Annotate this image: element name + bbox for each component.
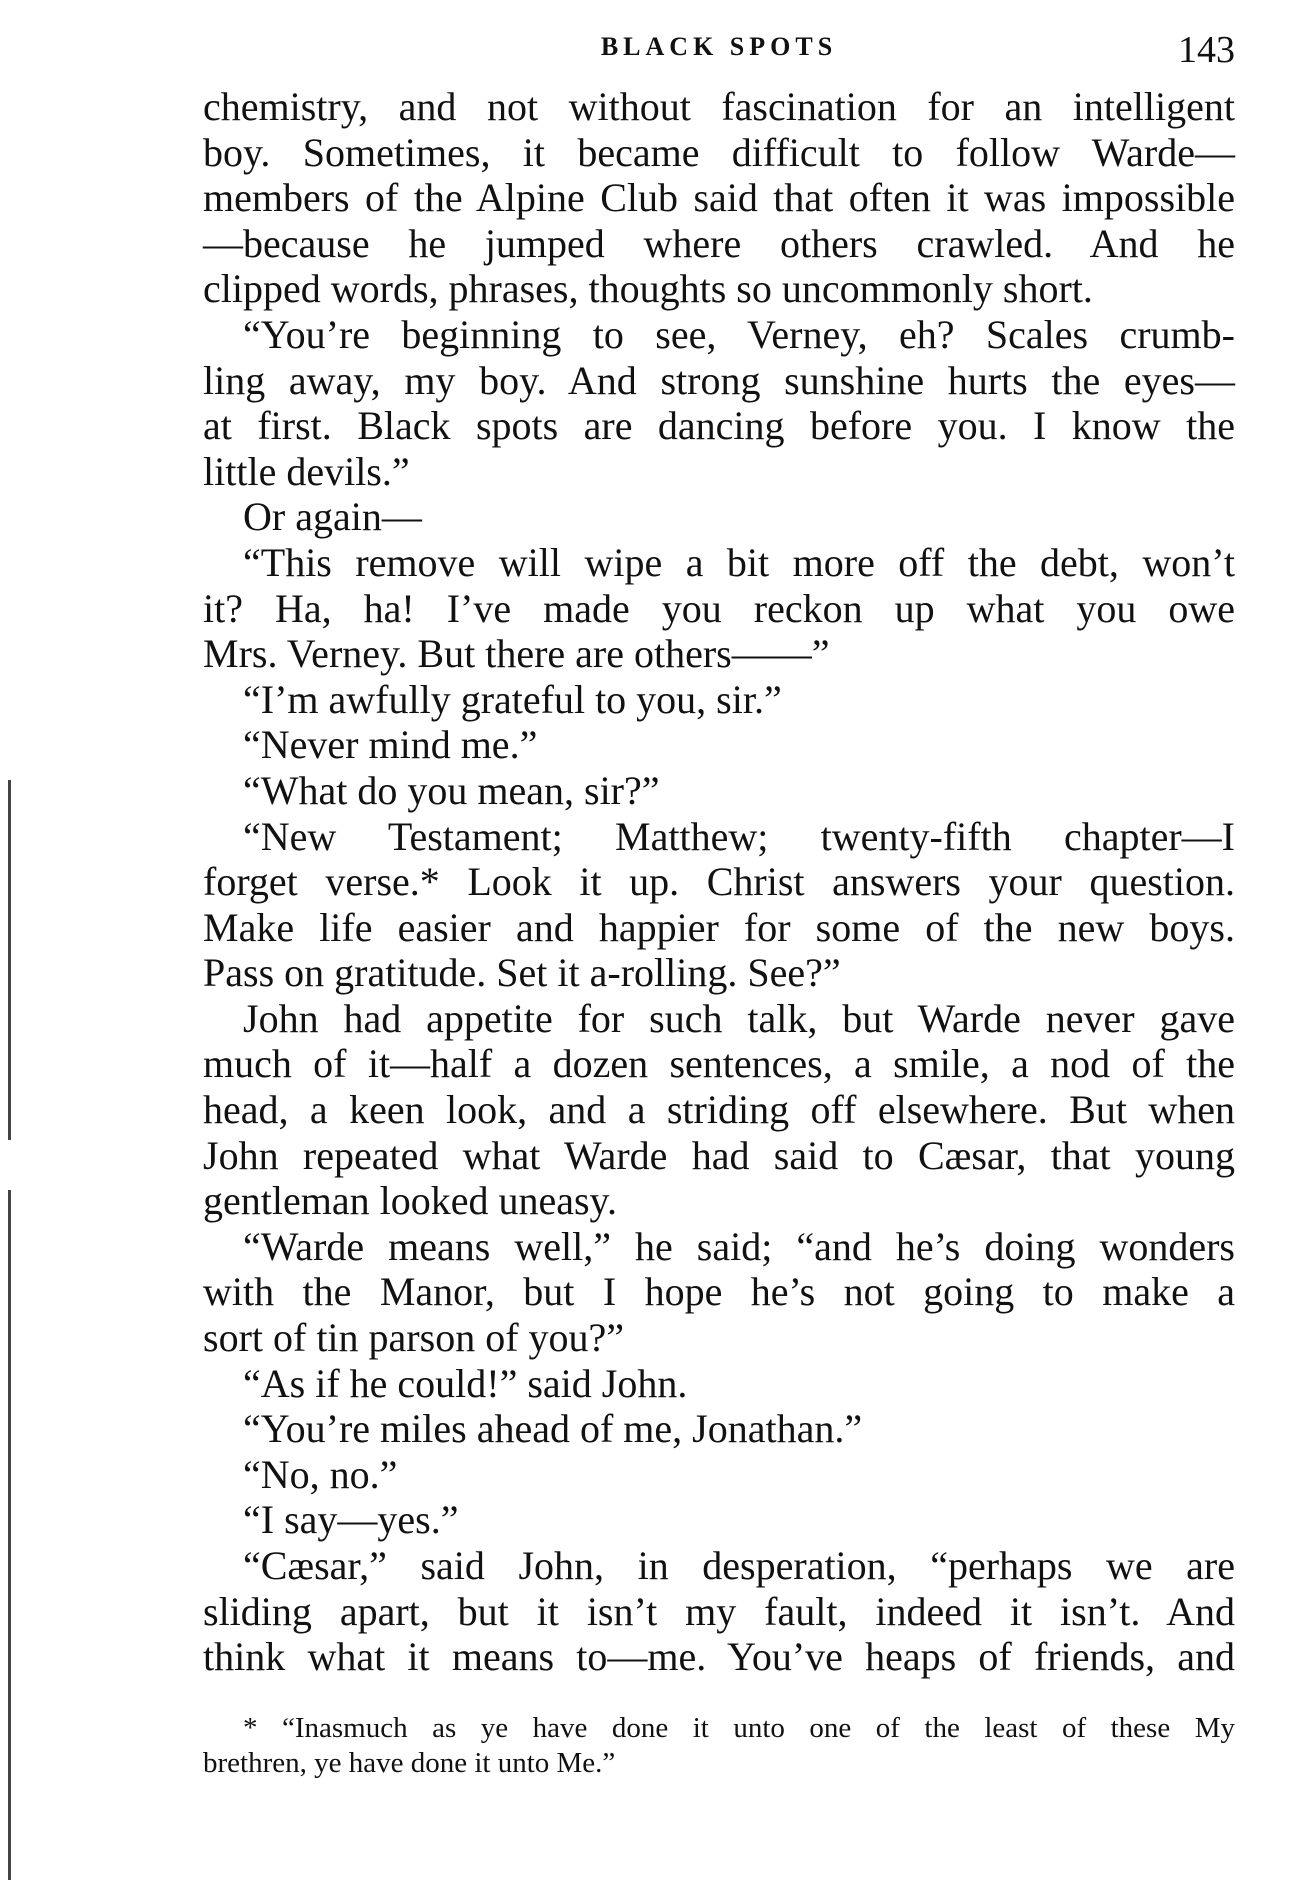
text-line: it? Ha, ha! I’ve made you reckon up what you owe xyxy=(203,585,1235,631)
text-line: “As if he could!” said John. xyxy=(243,1360,688,1406)
text-line: “What do you mean, sir?” xyxy=(243,767,660,813)
text-line: chemistry, and not without fascination for an intelligent xyxy=(203,84,1235,129)
page-number: 143 xyxy=(1178,29,1235,71)
text-line: members of the Alpine Club said that often it was impossible xyxy=(203,175,1235,221)
text-line: “New Testament; Matthew; twenty-fifth chapter—I xyxy=(243,813,1235,859)
footnote-line: * “Inasmuch as ye have done it unto one of the least of these My xyxy=(243,1712,1235,1744)
text-line: little devils.” xyxy=(203,448,410,494)
text-line: “This remove will wipe a bit more off the debt, won’t xyxy=(243,539,1235,585)
text-line: “Warde means well,” he said; “and he’s doing wonders xyxy=(243,1223,1235,1269)
text-line: “I say—yes.” xyxy=(243,1497,459,1543)
text-line: boy. Sometimes, it became difficult to follow Warde— xyxy=(203,129,1235,175)
text-line: “You’re miles ahead of me, Jonathan.” xyxy=(243,1406,863,1452)
text-line: Or again— xyxy=(243,494,422,540)
text-line: clipped words, phrases, thoughts so uncommonly short. xyxy=(203,266,1093,312)
text-line: gentleman looked uneasy. xyxy=(203,1178,617,1224)
binding-edge xyxy=(0,0,24,1880)
text-line: ling away, my boy. And strong sunshine hurts the eyes— xyxy=(203,357,1235,403)
text-line: “I’m awfully grateful to you, sir.” xyxy=(243,676,782,722)
text-line: Pass on gratitude. Set it a-rolling. See?” xyxy=(203,950,841,996)
text-line: Make life easier and happier for some of the new boys. xyxy=(203,904,1235,950)
footnote xyxy=(203,1711,1235,1781)
text-line: much of it—half a dozen sentences, a smile, a nod of the xyxy=(203,1041,1235,1087)
text-line: John had appetite for such talk, but Warde never gave xyxy=(243,995,1235,1041)
text-line: “Never mind me.” xyxy=(243,722,538,768)
text-line: forget verse.* Look it up. Christ answers your question. xyxy=(203,859,1235,905)
footnote-line: brethren, ye have done it unto Me.” xyxy=(203,1747,616,1779)
text-line: “No, no.” xyxy=(243,1451,398,1497)
binding-shadow xyxy=(8,1190,11,1880)
body-text xyxy=(203,84,1235,1680)
page-header xyxy=(203,28,1235,71)
text-line: sort of tin parson of you?” xyxy=(203,1315,625,1361)
text-line: John repeated what Warde had said to Cæsar, that young xyxy=(203,1132,1235,1178)
text-line: with the Manor, but I hope he’s not going to make a xyxy=(203,1269,1235,1315)
running-head: BLACK SPOTS xyxy=(600,32,838,61)
text-line: Mrs. Verney. But there are others——” xyxy=(203,631,830,677)
text-line: head, a keen look, and a striding off elsewhere. But when xyxy=(203,1087,1235,1133)
text-line: “Cæsar,” said John, in desperation, “perhaps we are xyxy=(243,1543,1235,1588)
text-line: think what it means to—me. You’ve heaps of friends, and xyxy=(203,1634,1235,1680)
text-line: —because he jumped where others crawled. And he xyxy=(203,220,1235,266)
text-line: “You’re beginning to see, Verney, eh? Scales crumb- xyxy=(243,311,1235,357)
text-line: at first. Black spots are dancing before you. I know the xyxy=(203,403,1235,449)
binding-shadow xyxy=(8,780,11,1140)
text-line: sliding apart, but it isn’t my fault, indeed it isn’t. And xyxy=(203,1588,1235,1634)
